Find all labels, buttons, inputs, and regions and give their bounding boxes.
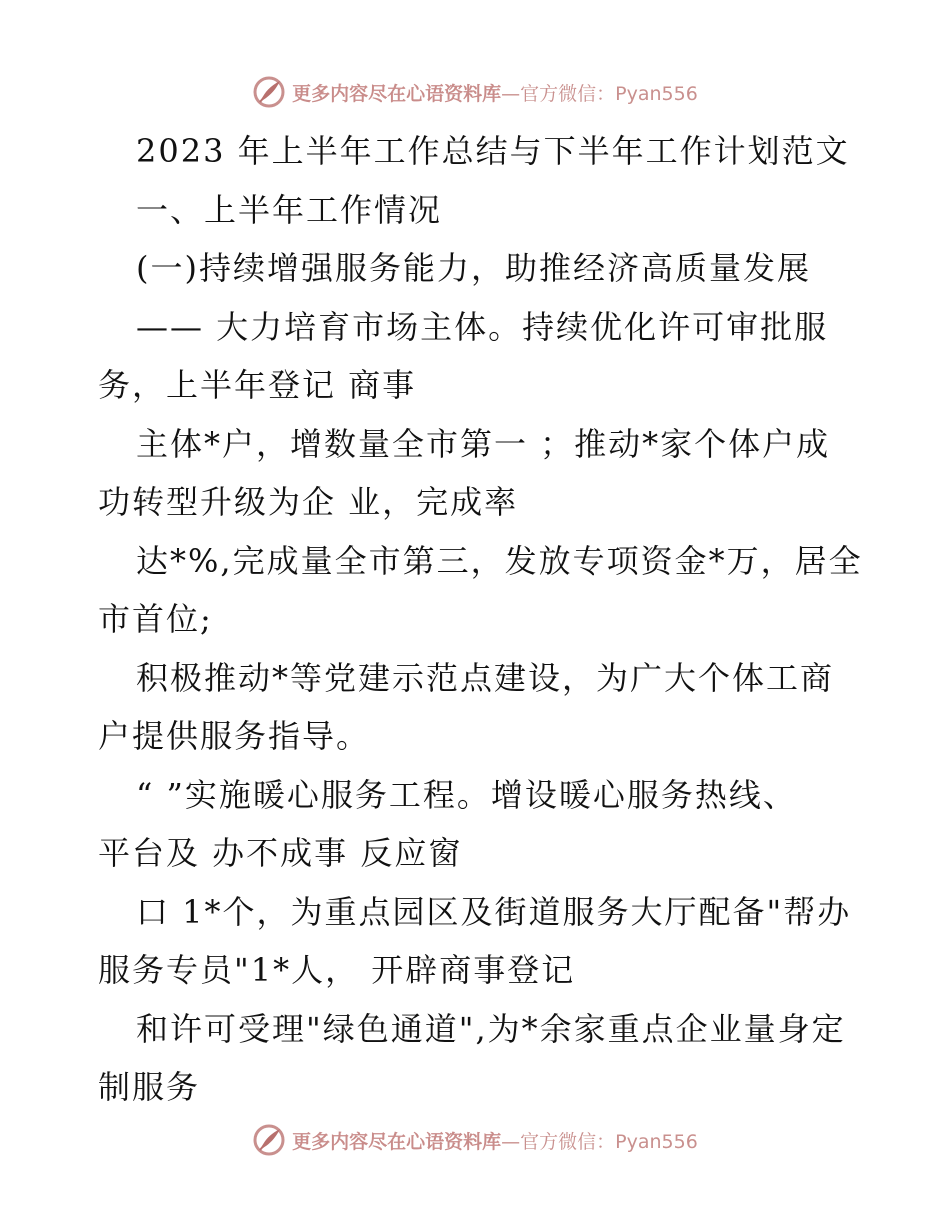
document-line: 口 1*个，为重点园区及街道服务大厅配备"帮办: [136, 892, 852, 931]
header-watermark: [0, 72, 950, 112]
document-line: 服务专员"1*人， 开辟商事登记: [98, 951, 576, 989]
document-line: 市首位;: [98, 600, 213, 638]
document-line: 制服务: [98, 1068, 201, 1106]
watermark-brand: 更多内容尽在心语资料库: [292, 82, 502, 105]
watermark-wechat: —官方微信：Pyan556: [501, 82, 698, 105]
watermark-text: [292, 79, 698, 106]
document-line: 主体*户，增数量全市第一 ；推动*家个体户成: [136, 424, 831, 463]
document-line: 户提供服务指导。: [98, 717, 371, 755]
document-line: 务，上半年登记 商事: [98, 366, 417, 404]
document-line: (一)持续增强服务能力，助推经济高质量发展: [136, 249, 811, 287]
document-line: —— 大力培育市场主体。持续优化许可审批服: [136, 307, 829, 346]
watermark-brand: 更多内容尽在心语资料库: [292, 1130, 502, 1153]
document-line: 积极推动*等党建示范点建设，为广大个体工商: [136, 658, 835, 697]
document-line: 功转型升级为企 业，完成率: [98, 483, 519, 521]
quill-logo-icon: [252, 1123, 286, 1157]
document-body: [98, 122, 863, 1117]
document-line: 平台及 办不成事 反应窗: [98, 834, 463, 872]
document-line: 一、上半年工作情况: [136, 190, 443, 229]
footer-watermark: [0, 1120, 950, 1160]
document-line: 2023 年上半年工作总结与下半年工作计划范文: [136, 132, 850, 170]
quill-logo-icon: [252, 75, 286, 109]
document-line: 和许可受理"绿色通道",为*余家重点企业量身定: [136, 1009, 846, 1048]
document-line: “ ”实施暖心服务工程。增设暖心服务热线、: [136, 775, 797, 814]
watermark-wechat: —官方微信：Pyan556: [501, 1130, 698, 1153]
document-line: 达*%,完成量全市第三，发放专项资金*万，居全: [136, 541, 863, 580]
watermark-text: [292, 1127, 698, 1154]
